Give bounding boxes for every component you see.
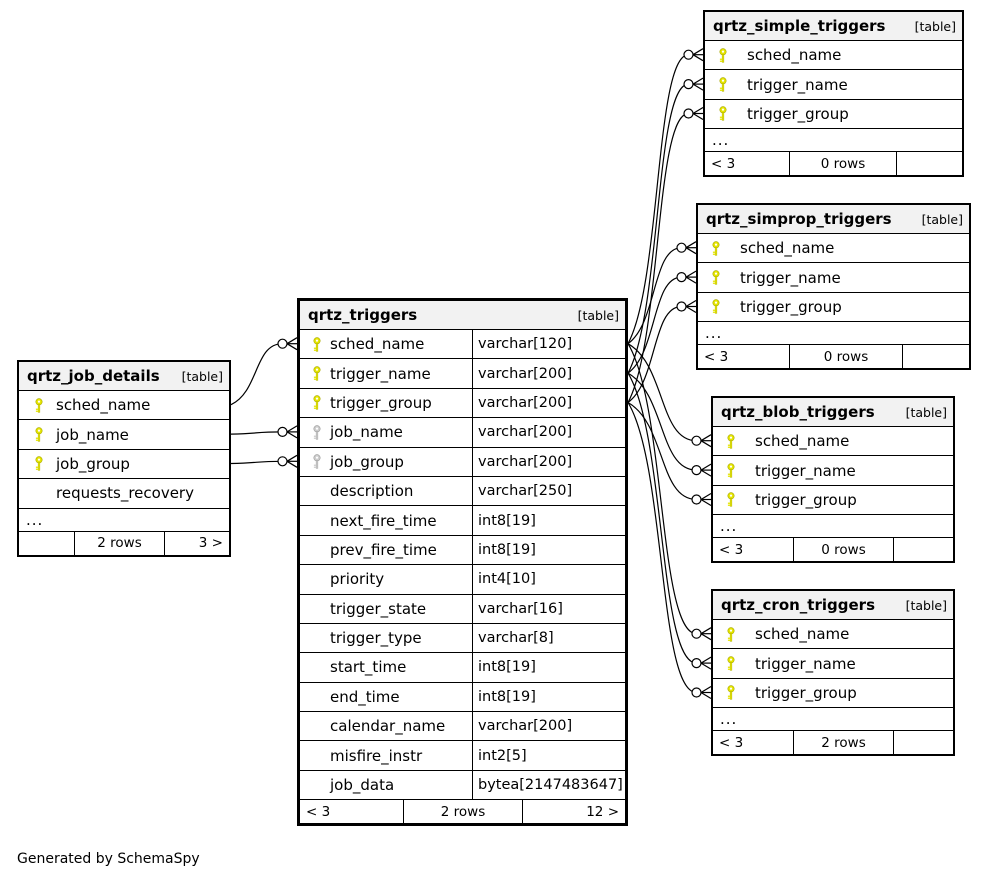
table-qrtz_simprop_triggers[interactable] <box>696 203 971 370</box>
footer-parent-count: < 3 <box>306 803 331 820</box>
column-name: job_name <box>330 423 403 442</box>
footer-child-count: 12 > <box>522 800 625 823</box>
primary-key-icon <box>709 270 723 285</box>
column-type: int8[19] <box>472 536 625 564</box>
column-name: description <box>330 482 414 501</box>
column-row-trigger_state <box>300 594 625 623</box>
table-footer <box>698 344 969 368</box>
column-name: prev_fire_time <box>330 540 437 559</box>
column-row-job_group <box>300 447 625 476</box>
column-row-job_group <box>19 449 229 478</box>
table-footer <box>713 730 953 754</box>
column-type: int8[19] <box>472 506 625 534</box>
column-type: varchar[250] <box>472 477 625 505</box>
primary-key-icon <box>724 656 738 671</box>
column-row-sched_name <box>19 390 229 419</box>
zero-or-many-marker <box>692 464 711 476</box>
table-title[interactable]: qrtz_triggers <box>308 306 418 324</box>
column-type: varchar[120] <box>472 330 625 358</box>
relationship-edge <box>628 373 697 470</box>
table-footer <box>19 531 229 555</box>
column-name: trigger_name <box>755 461 856 480</box>
zero-or-many-marker <box>684 108 703 120</box>
column-type: int4[10] <box>472 565 625 593</box>
table-qrtz_blob_triggers[interactable] <box>711 396 955 563</box>
table-type-tag: [table] <box>181 368 223 384</box>
footer-parent-count: < 3 <box>704 348 729 365</box>
column-name: trigger_name <box>330 364 431 383</box>
relationship-edge <box>628 344 697 441</box>
relationship-edge <box>628 248 682 344</box>
table-qrtz_cron_triggers[interactable] <box>711 589 955 756</box>
column-name: sched_name <box>330 335 425 354</box>
primary-key-icon <box>716 106 730 121</box>
footer-parent-count <box>19 532 74 555</box>
table-title[interactable]: qrtz_simprop_triggers <box>706 210 892 228</box>
relationship-edge <box>628 55 689 344</box>
zero-or-many-marker <box>677 301 696 313</box>
column-row-trigger_type <box>300 623 625 652</box>
column-name: requests_recovery <box>56 484 194 503</box>
column-row-sched_name <box>698 233 969 262</box>
zero-or-many-marker <box>278 426 297 438</box>
column-row-trigger_name <box>705 69 962 98</box>
column-row-sched_name <box>300 329 625 358</box>
zero-or-many-marker <box>278 338 297 350</box>
column-type: varchar[8] <box>472 624 625 652</box>
column-name: priority <box>330 570 385 589</box>
column-name: trigger_group <box>740 297 842 316</box>
table-header <box>713 398 953 426</box>
column-name: job_data <box>330 776 395 795</box>
column-name: trigger_state <box>330 599 427 618</box>
primary-key-icon <box>724 463 738 478</box>
column-name: sched_name <box>755 432 850 451</box>
table-header <box>705 12 962 40</box>
column-row-trigger_name <box>713 648 953 677</box>
relationship-edge <box>628 84 689 373</box>
table-title[interactable]: qrtz_cron_triggers <box>721 596 875 614</box>
relationship-edge <box>231 432 283 434</box>
column-row-calendar_name <box>300 711 625 740</box>
relationship-edge <box>628 403 697 500</box>
zero-or-many-marker <box>692 494 711 506</box>
column-row-trigger_group <box>713 678 953 707</box>
column-name: trigger_name <box>755 654 856 673</box>
table-header <box>19 362 229 390</box>
footer-row-count: 0 rows <box>789 345 902 368</box>
column-name: job_group <box>330 452 404 471</box>
footer-child-count <box>896 152 962 175</box>
footer-child-count <box>893 538 953 561</box>
column-row-prev_fire_time <box>300 535 625 564</box>
primary-key-icon <box>310 395 324 410</box>
table-footer <box>300 799 625 823</box>
zero-or-many-marker <box>692 687 711 699</box>
footer-row-count: 2 rows <box>403 800 522 823</box>
primary-key-icon <box>709 241 723 256</box>
relationship-edge <box>628 307 682 403</box>
column-name: next_fire_time <box>330 511 437 530</box>
column-type: int8[19] <box>472 653 625 681</box>
table-title[interactable]: qrtz_job_details <box>27 367 160 385</box>
primary-key-icon <box>310 337 324 352</box>
column-row-requests_recovery <box>19 478 229 507</box>
primary-key-icon <box>724 434 738 449</box>
column-type: varchar[200] <box>472 359 625 387</box>
column-type: int2[5] <box>472 741 625 769</box>
column-name: trigger_name <box>740 268 841 287</box>
table-type-tag: [table] <box>914 18 956 34</box>
column-row-trigger_group <box>713 485 953 514</box>
relationship-edge <box>628 344 697 634</box>
column-row-trigger_name <box>300 358 625 387</box>
footer-child-count <box>893 731 953 754</box>
column-name: end_time <box>330 687 400 706</box>
column-name: trigger_group <box>755 490 857 509</box>
column-row-start_time <box>300 652 625 681</box>
table-title[interactable]: qrtz_blob_triggers <box>721 403 875 421</box>
footer-row-count: 2 rows <box>793 731 893 754</box>
column-name: sched_name <box>740 239 835 258</box>
truncated-columns-indicator: ... <box>698 321 969 344</box>
footer-parent-count: < 3 <box>711 155 736 172</box>
column-name: trigger_name <box>747 75 848 94</box>
zero-or-many-marker <box>677 271 696 283</box>
table-type-tag: [table] <box>905 404 947 420</box>
table-type-tag: [table] <box>577 307 619 323</box>
primary-key-icon <box>716 77 730 92</box>
column-row-misfire_instr <box>300 740 625 769</box>
table-type-tag: [table] <box>921 211 963 227</box>
column-type: varchar[16] <box>472 595 625 623</box>
foreign-key-icon <box>310 425 324 440</box>
column-name: calendar_name <box>330 717 446 736</box>
column-row-priority <box>300 564 625 593</box>
primary-key-icon <box>724 627 738 642</box>
column-row-description <box>300 476 625 505</box>
primary-key-icon <box>32 456 46 471</box>
column-name: sched_name <box>747 46 842 65</box>
zero-or-many-marker <box>677 242 696 254</box>
table-header <box>300 301 625 329</box>
table-qrtz_job_details[interactable] <box>17 360 231 557</box>
truncated-columns-indicator: ... <box>713 514 953 537</box>
table-qrtz_simple_triggers[interactable] <box>703 10 964 177</box>
column-type: varchar[200] <box>472 389 625 417</box>
column-row-trigger_name <box>713 455 953 484</box>
relationship-edge <box>628 277 682 373</box>
column-type: varchar[200] <box>472 448 625 476</box>
column-name: trigger_group <box>747 104 849 123</box>
primary-key-icon <box>724 492 738 507</box>
column-row-job_data <box>300 770 625 799</box>
column-type: int8[19] <box>472 683 625 711</box>
table-title[interactable]: qrtz_simple_triggers <box>713 17 886 35</box>
column-name: sched_name <box>755 625 850 644</box>
zero-or-many-marker <box>684 49 703 61</box>
column-type: varchar[200] <box>472 712 625 740</box>
column-row-sched_name <box>713 426 953 455</box>
primary-key-icon <box>709 299 723 314</box>
zero-or-many-marker <box>684 78 703 90</box>
table-type-tag: [table] <box>905 597 947 613</box>
column-row-trigger_group <box>698 292 969 321</box>
truncated-columns-indicator: ... <box>705 128 962 151</box>
column-name: trigger_group <box>330 393 432 412</box>
primary-key-icon <box>32 427 46 442</box>
footer-row-count: 0 rows <box>793 538 893 561</box>
relationship-edge <box>628 373 697 663</box>
table-footer <box>705 151 962 175</box>
column-name: sched_name <box>56 396 151 415</box>
primary-key-icon <box>724 685 738 700</box>
table-footer <box>713 537 953 561</box>
zero-or-many-marker <box>278 455 297 467</box>
relationship-edge <box>231 344 283 405</box>
column-name: trigger_type <box>330 629 422 648</box>
column-row-end_time <box>300 682 625 711</box>
table-header <box>698 205 969 233</box>
column-row-trigger_group <box>705 99 962 128</box>
column-name: job_group <box>56 454 130 473</box>
column-row-trigger_name <box>698 262 969 291</box>
truncated-columns-indicator: ... <box>19 508 229 531</box>
relationship-edge <box>628 403 697 693</box>
relationship-edge <box>628 114 689 403</box>
column-name: job_name <box>56 425 129 444</box>
zero-or-many-marker <box>692 435 711 447</box>
column-name: misfire_instr <box>330 746 423 765</box>
primary-key-icon <box>716 48 730 63</box>
column-type: varchar[200] <box>472 418 625 446</box>
column-name: start_time <box>330 658 407 677</box>
column-row-sched_name <box>713 619 953 648</box>
primary-key-icon <box>32 398 46 413</box>
primary-key-icon <box>310 366 324 381</box>
column-row-trigger_group <box>300 388 625 417</box>
column-row-job_name <box>300 417 625 446</box>
footer-child-count <box>902 345 969 368</box>
table-qrtz_triggers[interactable] <box>297 298 628 826</box>
footer-parent-count: < 3 <box>719 734 744 751</box>
zero-or-many-marker <box>692 657 711 669</box>
footer-row-count: 0 rows <box>789 152 896 175</box>
column-row-next_fire_time <box>300 505 625 534</box>
column-row-job_name <box>19 419 229 448</box>
column-name: trigger_group <box>755 683 857 702</box>
footer-row-count: 2 rows <box>74 532 164 555</box>
column-row-sched_name <box>705 40 962 69</box>
schemaspy-credit: Generated by SchemaSpy <box>17 851 200 867</box>
table-header <box>713 591 953 619</box>
foreign-key-icon <box>310 454 324 469</box>
truncated-columns-indicator: ... <box>713 707 953 730</box>
column-type: bytea[2147483647] <box>472 771 625 799</box>
relationship-edge <box>231 461 283 463</box>
footer-child-count: 3 > <box>164 532 229 555</box>
footer-parent-count: < 3 <box>719 541 744 558</box>
zero-or-many-marker <box>692 628 711 640</box>
